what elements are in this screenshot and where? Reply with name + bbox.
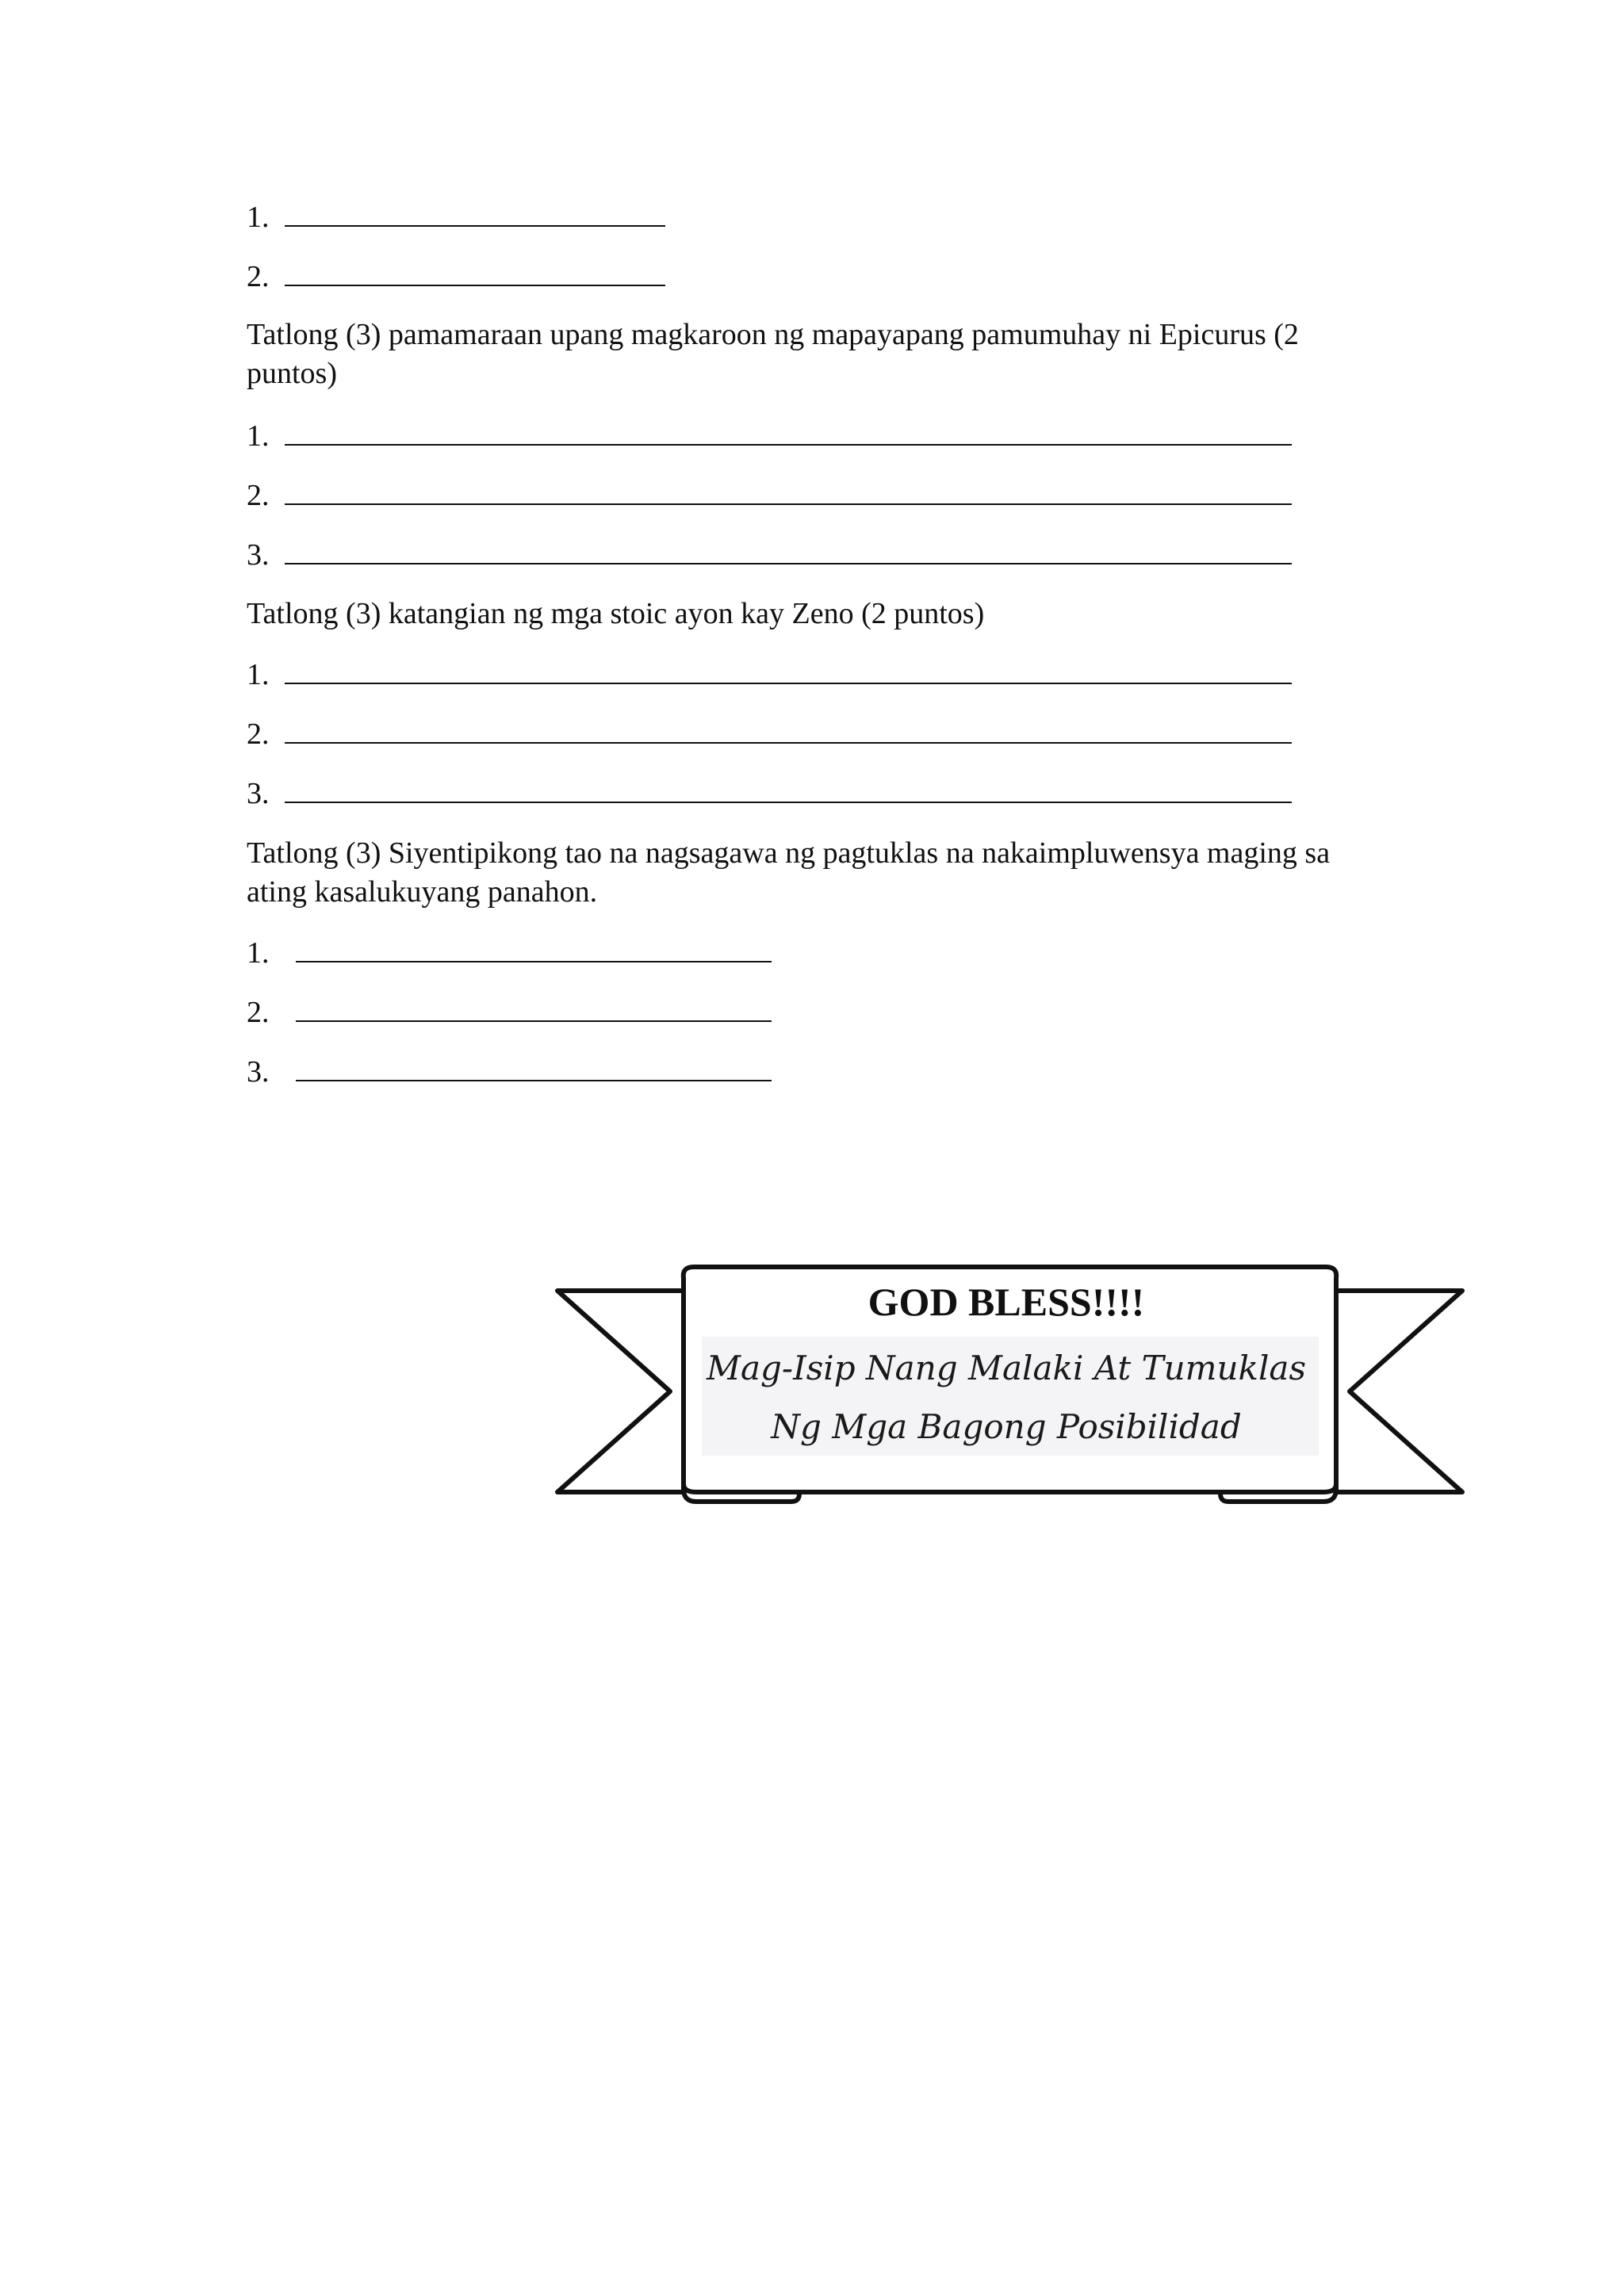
- item-number: 1.: [247, 419, 270, 453]
- question-prompt: Tatlong (3) pamamaraan upang magkaroon ng mapayapang pamumuhay ni Epicurus (2 puntos): [247, 318, 1299, 390]
- banner-slogan-line1: Mag-Isip Nang Malaki At Tumuklas: [707, 1349, 1306, 1387]
- item-number: 2.: [247, 718, 270, 751]
- item-number: 2.: [247, 260, 270, 293]
- ribbon-right-tail: [1336, 1291, 1462, 1492]
- item-number: 3.: [247, 777, 270, 810]
- item-number: 1.: [247, 201, 270, 234]
- item-number: 3.: [247, 538, 270, 572]
- banner-title: GOD BLESS!!!!: [868, 1280, 1145, 1324]
- question-prompt: Tatlong (3) katangian ng mga stoic ayon kay Zeno (2 puntos): [247, 597, 985, 630]
- item-number: 2.: [247, 479, 270, 512]
- item-number: 3.: [247, 1055, 270, 1089]
- item-number: 1.: [247, 658, 270, 691]
- item-number: 2.: [247, 996, 270, 1029]
- ribbon-left-tail: [557, 1291, 684, 1492]
- banner-slogan-line2: Ng Mga Bagong Posibilidad: [771, 1407, 1242, 1446]
- item-number: 1.: [247, 936, 270, 970]
- question-prompt: Tatlong (3) Siyentipikong tao na nagsagawa ng pagtuklas na nakaimpluwensya maging sa ating kasalukuyang panahon.: [247, 836, 1331, 909]
